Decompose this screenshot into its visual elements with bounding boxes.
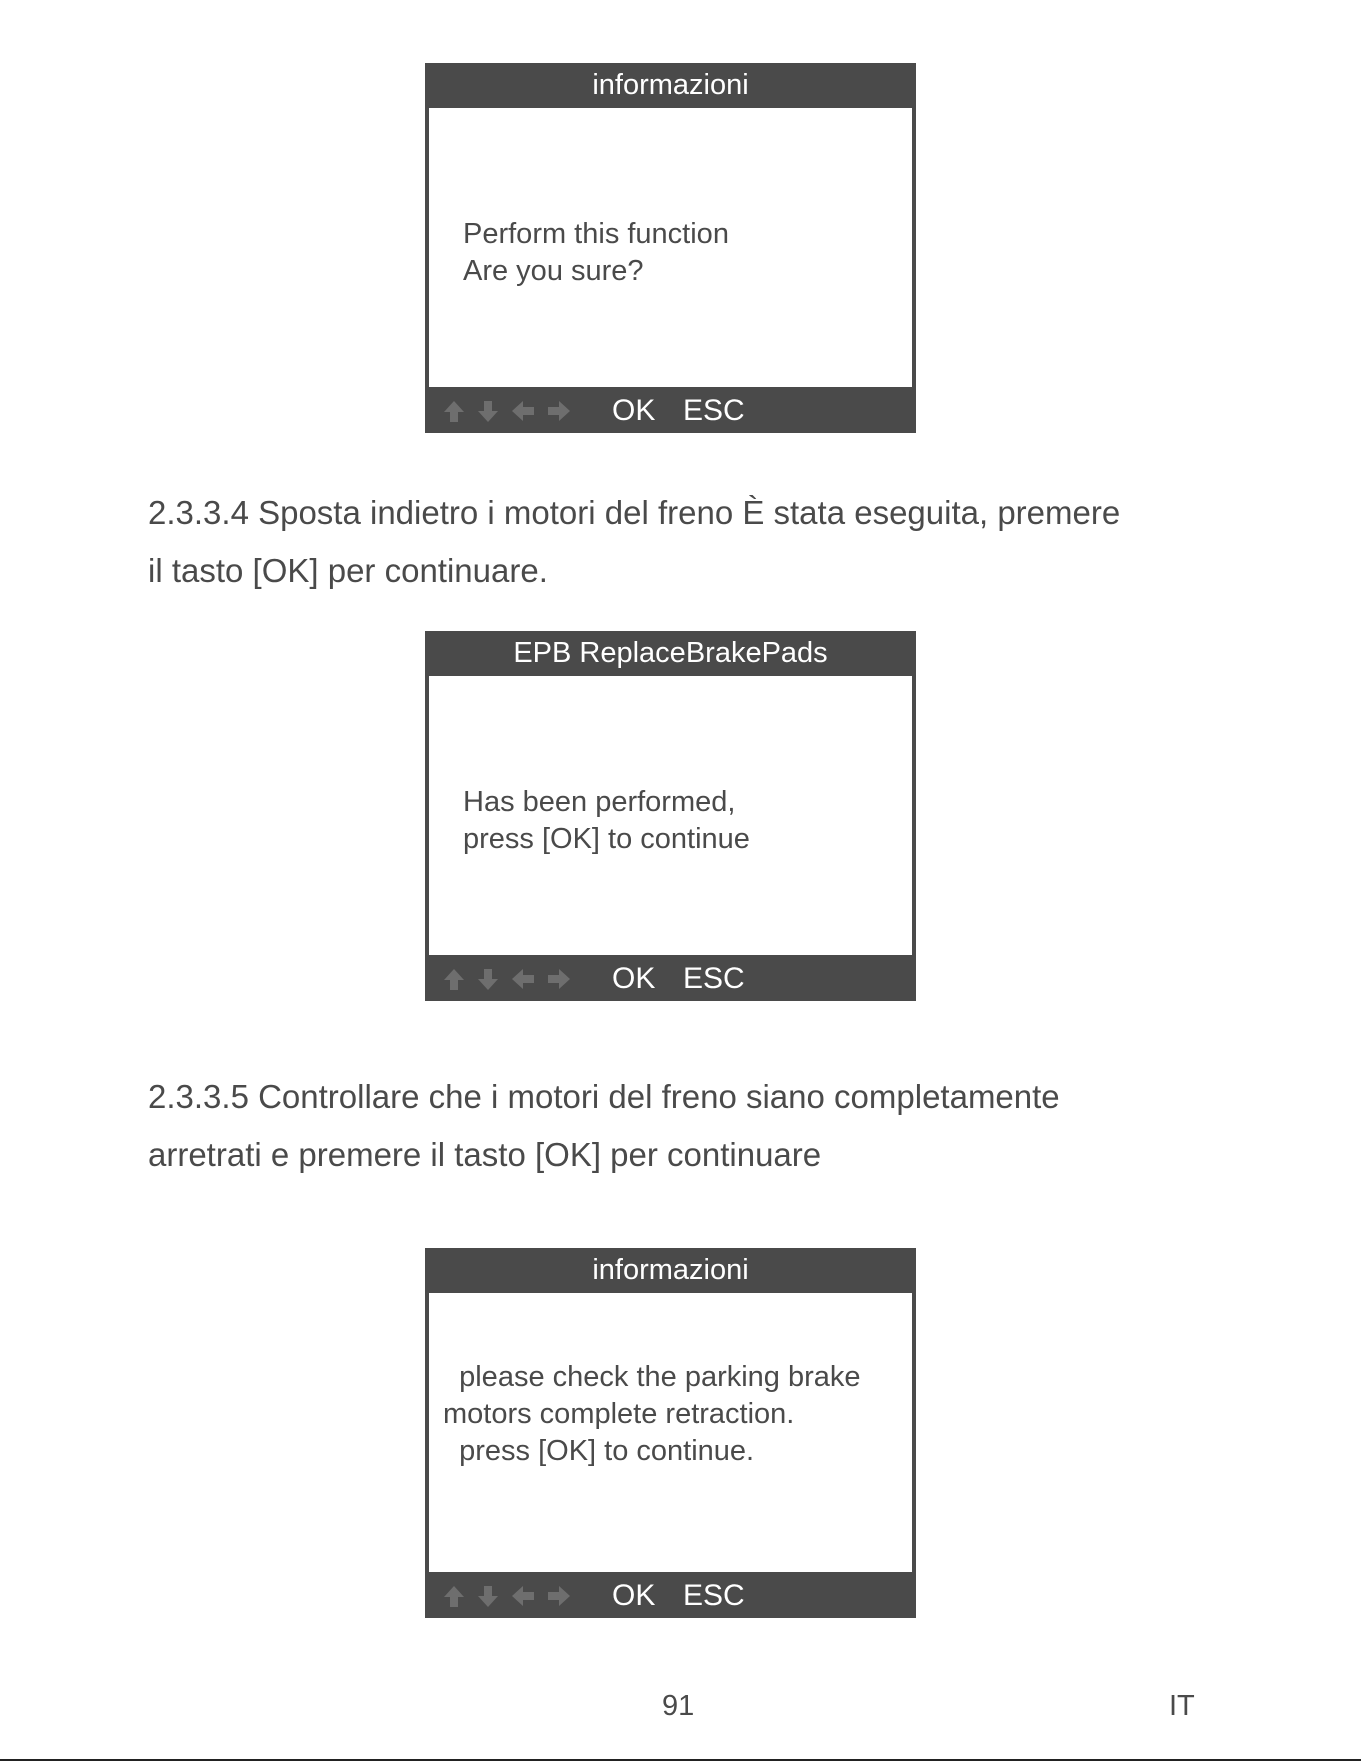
screen-body bbox=[429, 108, 912, 387]
screen-message: please check the parking brake motors complete retraction. press [OK] to continue. bbox=[443, 1361, 861, 1467]
esc-button[interactable]: ESC bbox=[683, 394, 745, 427]
screen-footer bbox=[425, 957, 916, 1001]
nav-arrows bbox=[439, 395, 575, 427]
arrow-left-icon[interactable] bbox=[507, 1580, 539, 1612]
arrow-up-icon[interactable] bbox=[439, 1580, 469, 1612]
screen-message: Perform this function Are you sure? bbox=[463, 218, 729, 287]
nav-arrows bbox=[439, 1580, 575, 1612]
arrow-right-icon[interactable] bbox=[543, 1580, 575, 1612]
ok-button[interactable]: OK bbox=[612, 962, 656, 995]
arrow-down-icon[interactable] bbox=[473, 395, 503, 427]
screen-footer bbox=[425, 1574, 916, 1618]
device-screen-check-retraction bbox=[425, 1248, 916, 1618]
arrow-down-icon[interactable] bbox=[473, 963, 503, 995]
device-screen-confirm bbox=[425, 63, 916, 433]
arrow-right-icon[interactable] bbox=[543, 395, 575, 427]
arrow-right-icon[interactable] bbox=[543, 963, 575, 995]
nav-arrows bbox=[439, 963, 575, 995]
screen-body bbox=[429, 676, 912, 955]
arrow-up-icon[interactable] bbox=[439, 963, 469, 995]
ok-button[interactable]: OK bbox=[612, 394, 656, 427]
language-code: IT bbox=[1169, 1690, 1195, 1722]
instruction-paragraph-2-3-3-5: 2.3.3.5 Controllare che i motori del freno siano completamente arretrati e premere il tasto [OK] per continuare bbox=[148, 1078, 1060, 1173]
screen-body bbox=[429, 1293, 912, 1572]
ok-button[interactable]: OK bbox=[612, 1579, 656, 1612]
page-number: 91 bbox=[662, 1690, 695, 1722]
arrow-down-icon[interactable] bbox=[473, 1580, 503, 1612]
screen-title: informazioni bbox=[592, 69, 749, 101]
arrow-left-icon[interactable] bbox=[507, 395, 539, 427]
esc-button[interactable]: ESC bbox=[683, 962, 745, 995]
screen-title: EPB ReplaceBrakePads bbox=[513, 637, 828, 669]
instruction-paragraph-2-3-3-4: 2.3.3.4 Sposta indietro i motori del freno È stata eseguita, premere il tasto [OK] per continuare. bbox=[148, 494, 1121, 589]
arrow-up-icon[interactable] bbox=[439, 395, 469, 427]
device-screen-performed bbox=[425, 631, 916, 1001]
esc-button[interactable]: ESC bbox=[683, 1579, 745, 1612]
screen-title: informazioni bbox=[592, 1254, 749, 1286]
arrow-left-icon[interactable] bbox=[507, 963, 539, 995]
screen-message: Has been performed, press [OK] to continue bbox=[463, 786, 750, 855]
screen-footer bbox=[425, 389, 916, 433]
